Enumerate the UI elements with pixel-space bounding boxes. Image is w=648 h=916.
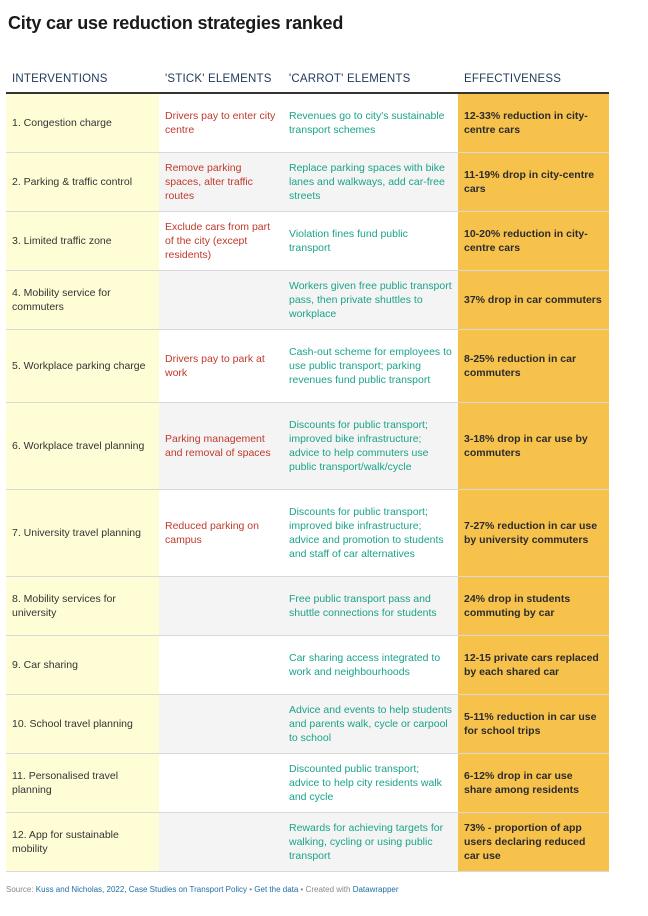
table-row <box>6 93 609 152</box>
table-row <box>6 694 609 753</box>
footer <box>6 885 399 894</box>
carrot-cell: Discounts for public transport; improved bike infrastructure; advice and promotion to students and staff of car alternatives <box>283 489 458 576</box>
stick-cell <box>159 576 283 635</box>
stick-cell <box>159 753 283 812</box>
intervention-cell: 8. Mobility services for university <box>6 576 159 635</box>
get-data-link[interactable]: Get the data <box>254 885 299 894</box>
source-prefix: Source: <box>6 885 36 894</box>
effectiveness-cell: 12-15 private cars replaced by each shared car <box>458 635 609 694</box>
header-interventions: INTERVENTIONS <box>6 52 159 93</box>
intervention-cell: 4. Mobility service for commuters <box>6 270 159 329</box>
carrot-cell: Revenues go to city's sustainable transport schemes <box>283 93 458 152</box>
stick-cell: Exclude cars from part of the city (except residents) <box>159 211 283 270</box>
effectiveness-cell: 6-12% drop in car use share among residents <box>458 753 609 812</box>
strategies-table <box>6 52 609 872</box>
table-row <box>6 152 609 211</box>
stick-cell: Remove parking spaces, alter traffic routes <box>159 152 283 211</box>
effectiveness-cell: 12-33% reduction in city-centre cars <box>458 93 609 152</box>
effectiveness-cell: 3-18% drop in car use by commuters <box>458 402 609 489</box>
intervention-cell: 11. Personalised travel planning <box>6 753 159 812</box>
intervention-cell: 12. App for sustainable mobility <box>6 812 159 871</box>
intervention-cell: 5. Workplace parking charge <box>6 329 159 402</box>
stick-cell <box>159 694 283 753</box>
intervention-cell: 6. Workplace travel planning <box>6 402 159 489</box>
footer-separator: • <box>247 885 255 894</box>
stick-cell <box>159 270 283 329</box>
effectiveness-cell: 11-19% drop in city-centre cars <box>458 152 609 211</box>
stick-cell: Drivers pay to park at work <box>159 329 283 402</box>
table-row <box>6 402 609 489</box>
header-effectiveness: EFFECTIVENESS <box>458 52 609 93</box>
carrot-cell: Workers given free public transport pass, then private shuttles to workplace <box>283 270 458 329</box>
stick-cell <box>159 812 283 871</box>
header-carrot: 'CARROT' ELEMENTS <box>283 52 458 93</box>
datawrapper-link[interactable]: Datawrapper <box>352 885 399 894</box>
carrot-cell: Violation fines fund public transport <box>283 211 458 270</box>
intervention-cell: 10. School travel planning <box>6 694 159 753</box>
intervention-cell: 3. Limited traffic zone <box>6 211 159 270</box>
effectiveness-cell: 7-27% reduction in car use by university commuters <box>458 489 609 576</box>
effectiveness-cell: 24% drop in students commuting by car <box>458 576 609 635</box>
intervention-cell: 2. Parking & traffic control <box>6 152 159 211</box>
page-title: City car use reduction strategies ranked <box>8 13 344 33</box>
header-stick: 'STICK' ELEMENTS <box>159 52 283 93</box>
effectiveness-cell: 73% - proportion of app users declaring reduced car use <box>458 812 609 871</box>
carrot-cell: Car sharing access integrated to work and neighbourhoods <box>283 635 458 694</box>
intervention-cell: 7. University travel planning <box>6 489 159 576</box>
table-row <box>6 329 609 402</box>
carrot-cell: Discounted public transport; advice to help city residents walk and cycle <box>283 753 458 812</box>
stick-cell: Reduced parking on campus <box>159 489 283 576</box>
effectiveness-cell: 37% drop in car commuters <box>458 270 609 329</box>
intervention-cell: 9. Car sharing <box>6 635 159 694</box>
table-row <box>6 211 609 270</box>
effectiveness-cell: 8-25% reduction in car commuters <box>458 329 609 402</box>
intervention-cell: 1. Congestion charge <box>6 93 159 152</box>
stick-cell <box>159 635 283 694</box>
effectiveness-cell: 5-11% reduction in car use for school trips <box>458 694 609 753</box>
table-row <box>6 489 609 576</box>
carrot-cell: Cash-out scheme for employees to use public transport; parking revenues fund public transport <box>283 329 458 402</box>
stick-cell: Drivers pay to enter city centre <box>159 93 283 152</box>
carrot-cell: Replace parking spaces with bike lanes and walkways, add car-free streets <box>283 152 458 211</box>
table-row <box>6 753 609 812</box>
effectiveness-cell: 10-20% reduction in city-centre cars <box>458 211 609 270</box>
table-row <box>6 635 609 694</box>
carrot-cell: Advice and events to help students and parents walk, cycle or carpool to school <box>283 694 458 753</box>
carrot-cell: Discounts for public transport; improved bike infrastructure; advice to help commuters use public transport/walk/cycle <box>283 402 458 489</box>
table-row <box>6 576 609 635</box>
source-link[interactable]: Kuss and Nicholas, 2022, Case Studies on Transport Policy <box>35 885 248 894</box>
table-row <box>6 270 609 329</box>
stick-cell: Parking management and removal of spaces <box>159 402 283 489</box>
carrot-cell: Free public transport pass and shuttle connections for students <box>283 576 458 635</box>
table-row <box>6 812 609 871</box>
table-body <box>6 93 609 871</box>
created-with-text: • Created with <box>298 885 353 894</box>
table-header-row <box>6 52 609 93</box>
carrot-cell: Rewards for achieving targets for walking, cycling or using public transport <box>283 812 458 871</box>
